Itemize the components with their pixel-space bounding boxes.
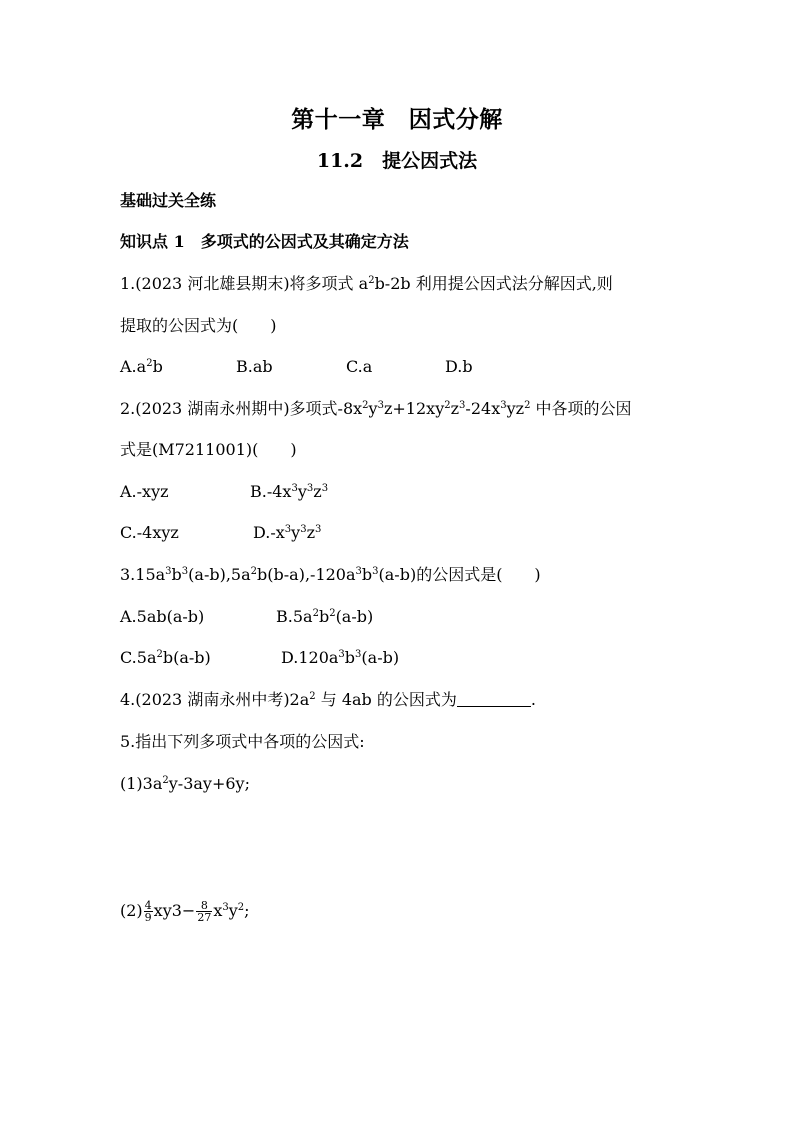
q2-option-c: C.-4xyz [120,523,179,542]
q1-text: b-2b 利用提公因式法分解因式,则 [374,274,613,293]
section-title: 11.2 提公因式法 [316,150,478,172]
q1-option-b: B.ab [236,357,273,376]
question-5-item-1: $(1)3a^2y-3ay+6y$; [120,774,250,793]
q1-text: 1.(2023 河北雄县期末)将多项式 a [120,274,369,293]
question-4-stem: 4.(2023 湖南永州中考)$2a^2$ 与 4ab 的公因式为 . [120,690,536,709]
question-2-stem: 2.(2023 湖南永州期中)多项式$-8x^2y^3z+12xy^2z^3-24x^3yz^2$ 中各项的公因 [120,399,632,418]
q2-option-a: A.-xyz [120,482,169,501]
q2-option-d: $D.-x^3y^3z^3$ [253,523,322,542]
q2-option-b: $B.-4x^3y^3z^3$ [250,482,329,501]
q3-option-a: A.5ab(a-b) [120,607,205,626]
question-1-options [120,357,473,377]
question-5-item-2: (2) $\frac{4}{9}$ xy3− $\frac{8}{27}$ $x^3y^2$; [120,899,250,924]
fraction-8-27: $\frac{8}{27}$ [197,899,212,924]
question-3-options-row2 [120,648,399,668]
question-1-stem-line2: 提取的公因式为( ) [120,316,277,335]
question-2-options-row2 [120,523,321,543]
chapter-title: 第十一章 因式分解 [291,106,503,133]
q1-option-a: $A.a^2b$ [120,357,163,376]
q3-option-d: $D.120a^3b^3(a-b)$ [281,648,400,667]
question-5-stem: 5.指出下列多项式中各项的公因式: [120,732,365,751]
q3-option-c: $C.5a^2b(a-b)$ [120,648,211,667]
fraction-4-9: $\frac{4}{9}$ [144,899,152,924]
answer-blank[interactable] [457,692,531,707]
question-2-options-row1 [120,482,328,502]
question-2-stem-line2: 式是(M7211001)( ) [120,440,297,459]
q1-exponent: 2 [368,275,375,286]
question-3-options-row1 [120,607,373,627]
question-3-stem: $3.15a^3b^3(a-b),5a^2b(b-a),-120a^3b^3(a-b)$的公因式是( ) [120,565,541,584]
q1-option-c: C.a [346,357,373,376]
q1-option-d: D.b [445,357,473,376]
knowledge-point-heading: 知识点 1 多项式的公因式及其确定方法 [120,232,409,251]
practice-label: 基础过关全练 [120,191,217,210]
q3-option-b: $B.5a^2b^2(a-b)$ [276,607,374,626]
question-1-stem [120,274,613,294]
